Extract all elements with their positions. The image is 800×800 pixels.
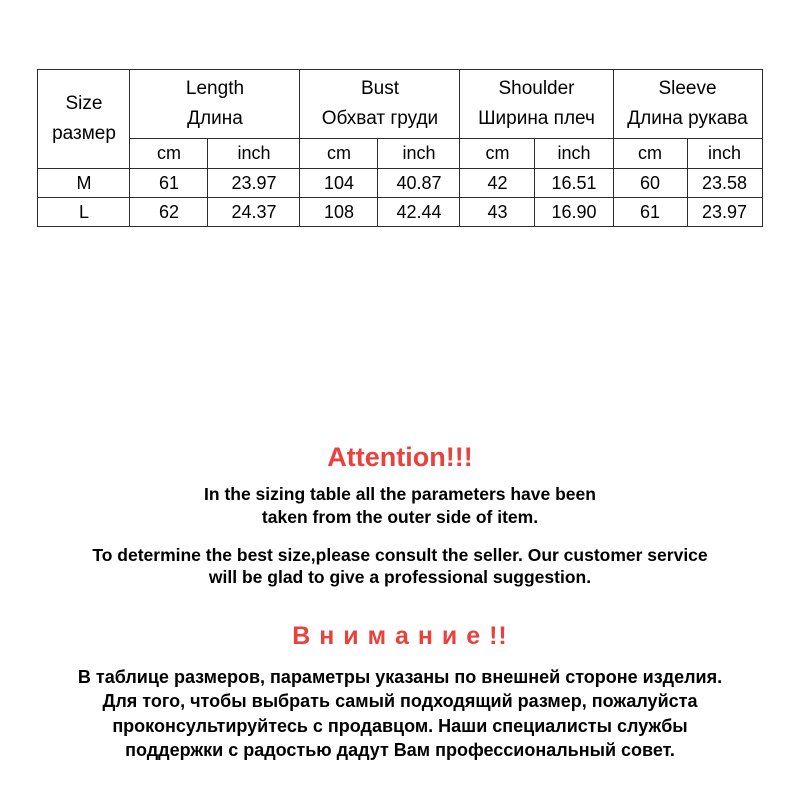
unit-shoulder-cm: cm <box>460 139 535 169</box>
row-m-cell: 61 <box>130 169 208 198</box>
header-length-ru: Длина <box>187 108 243 129</box>
note-ru-line2: Для того, чтобы выбрать самый подходящий размер, пожалуйста <box>102 691 698 712</box>
unit-length-inch: inch <box>208 139 300 169</box>
header-shoulder-cell <box>460 70 613 139</box>
row-m-cell: 42 <box>460 169 535 198</box>
header-size-ru: размер <box>52 123 116 144</box>
header-bust-en: Bust <box>360 77 399 99</box>
row-m-cell: 60 <box>613 169 687 198</box>
note-en-advice-line1: To determine the best size,please consult the seller. Our customer service <box>92 544 708 565</box>
note-en-parameters-line2: taken from the outer side of item. <box>261 506 539 527</box>
header-sleeve-cell <box>613 70 762 139</box>
table-units-row <box>38 139 762 169</box>
row-l-cell: 24.37 <box>208 198 300 227</box>
row-l-cell: 16.90 <box>535 198 613 227</box>
unit-sleeve-cm: cm <box>613 139 687 169</box>
header-bust-cell <box>300 70 460 139</box>
header-shoulder-en: Shoulder <box>498 77 575 99</box>
note-ru-line1: В таблице размеров, параметры указаны по внешней стороне изделия. <box>77 667 723 687</box>
row-l-cell: 43 <box>460 198 535 227</box>
header-sleeve-ru: Длина рукава <box>627 108 748 129</box>
row-l-cell: 62 <box>130 198 208 227</box>
row-m-cell: 40.87 <box>378 169 460 198</box>
unit-length-cm: cm <box>130 139 208 169</box>
note-ru-line3: проконсультируйтесь с продавцом. Наши специалисты службы <box>112 715 688 736</box>
unit-bust-cm: cm <box>300 139 378 169</box>
note-ru-line4: поддержки с радостью дадут Вам профессиональный совет. <box>125 739 675 760</box>
unit-sleeve-inch: inch <box>687 139 762 169</box>
unit-bust-inch: inch <box>378 139 460 169</box>
table-row-size-l <box>38 198 762 227</box>
header-size-cell <box>38 70 130 169</box>
row-m-cell: 104 <box>300 169 378 198</box>
table-row-size-m <box>38 169 762 198</box>
row-l-cell: 23.97 <box>687 198 762 227</box>
header-bust-ru: Обхват груди <box>321 108 439 129</box>
header-size-en: Size <box>65 92 103 114</box>
row-m-cell: 23.97 <box>208 169 300 198</box>
header-length-cell <box>130 70 300 139</box>
size-table <box>37 69 762 227</box>
note-en-advice <box>0 544 800 590</box>
note-ru-body <box>0 665 800 762</box>
note-en-parameters-line1: In the sizing table all the parameters have been <box>204 484 596 504</box>
header-length-en: Length <box>185 77 245 99</box>
row-l-cell: 108 <box>300 198 378 227</box>
unit-shoulder-inch: inch <box>535 139 613 169</box>
row-m-cell: 23.58 <box>687 169 762 198</box>
row-l-cell: 61 <box>613 198 687 227</box>
attention-title-en: Attention!!! <box>327 442 473 472</box>
row-m-cell: 16.51 <box>535 169 613 198</box>
attention-title-ru: В н и м а н и е !! <box>292 622 508 650</box>
row-m-size: M <box>38 169 130 198</box>
notes-section <box>0 442 800 762</box>
header-shoulder-ru: Ширина плеч <box>478 108 595 129</box>
note-en-parameters <box>0 483 800 529</box>
table-header-row <box>38 70 762 139</box>
header-sleeve-en: Sleeve <box>658 77 717 99</box>
row-l-cell: 42.44 <box>378 198 460 227</box>
note-en-advice-line2: will be glad to give a professional suggestion. <box>208 567 592 588</box>
row-l-size: L <box>38 198 130 227</box>
